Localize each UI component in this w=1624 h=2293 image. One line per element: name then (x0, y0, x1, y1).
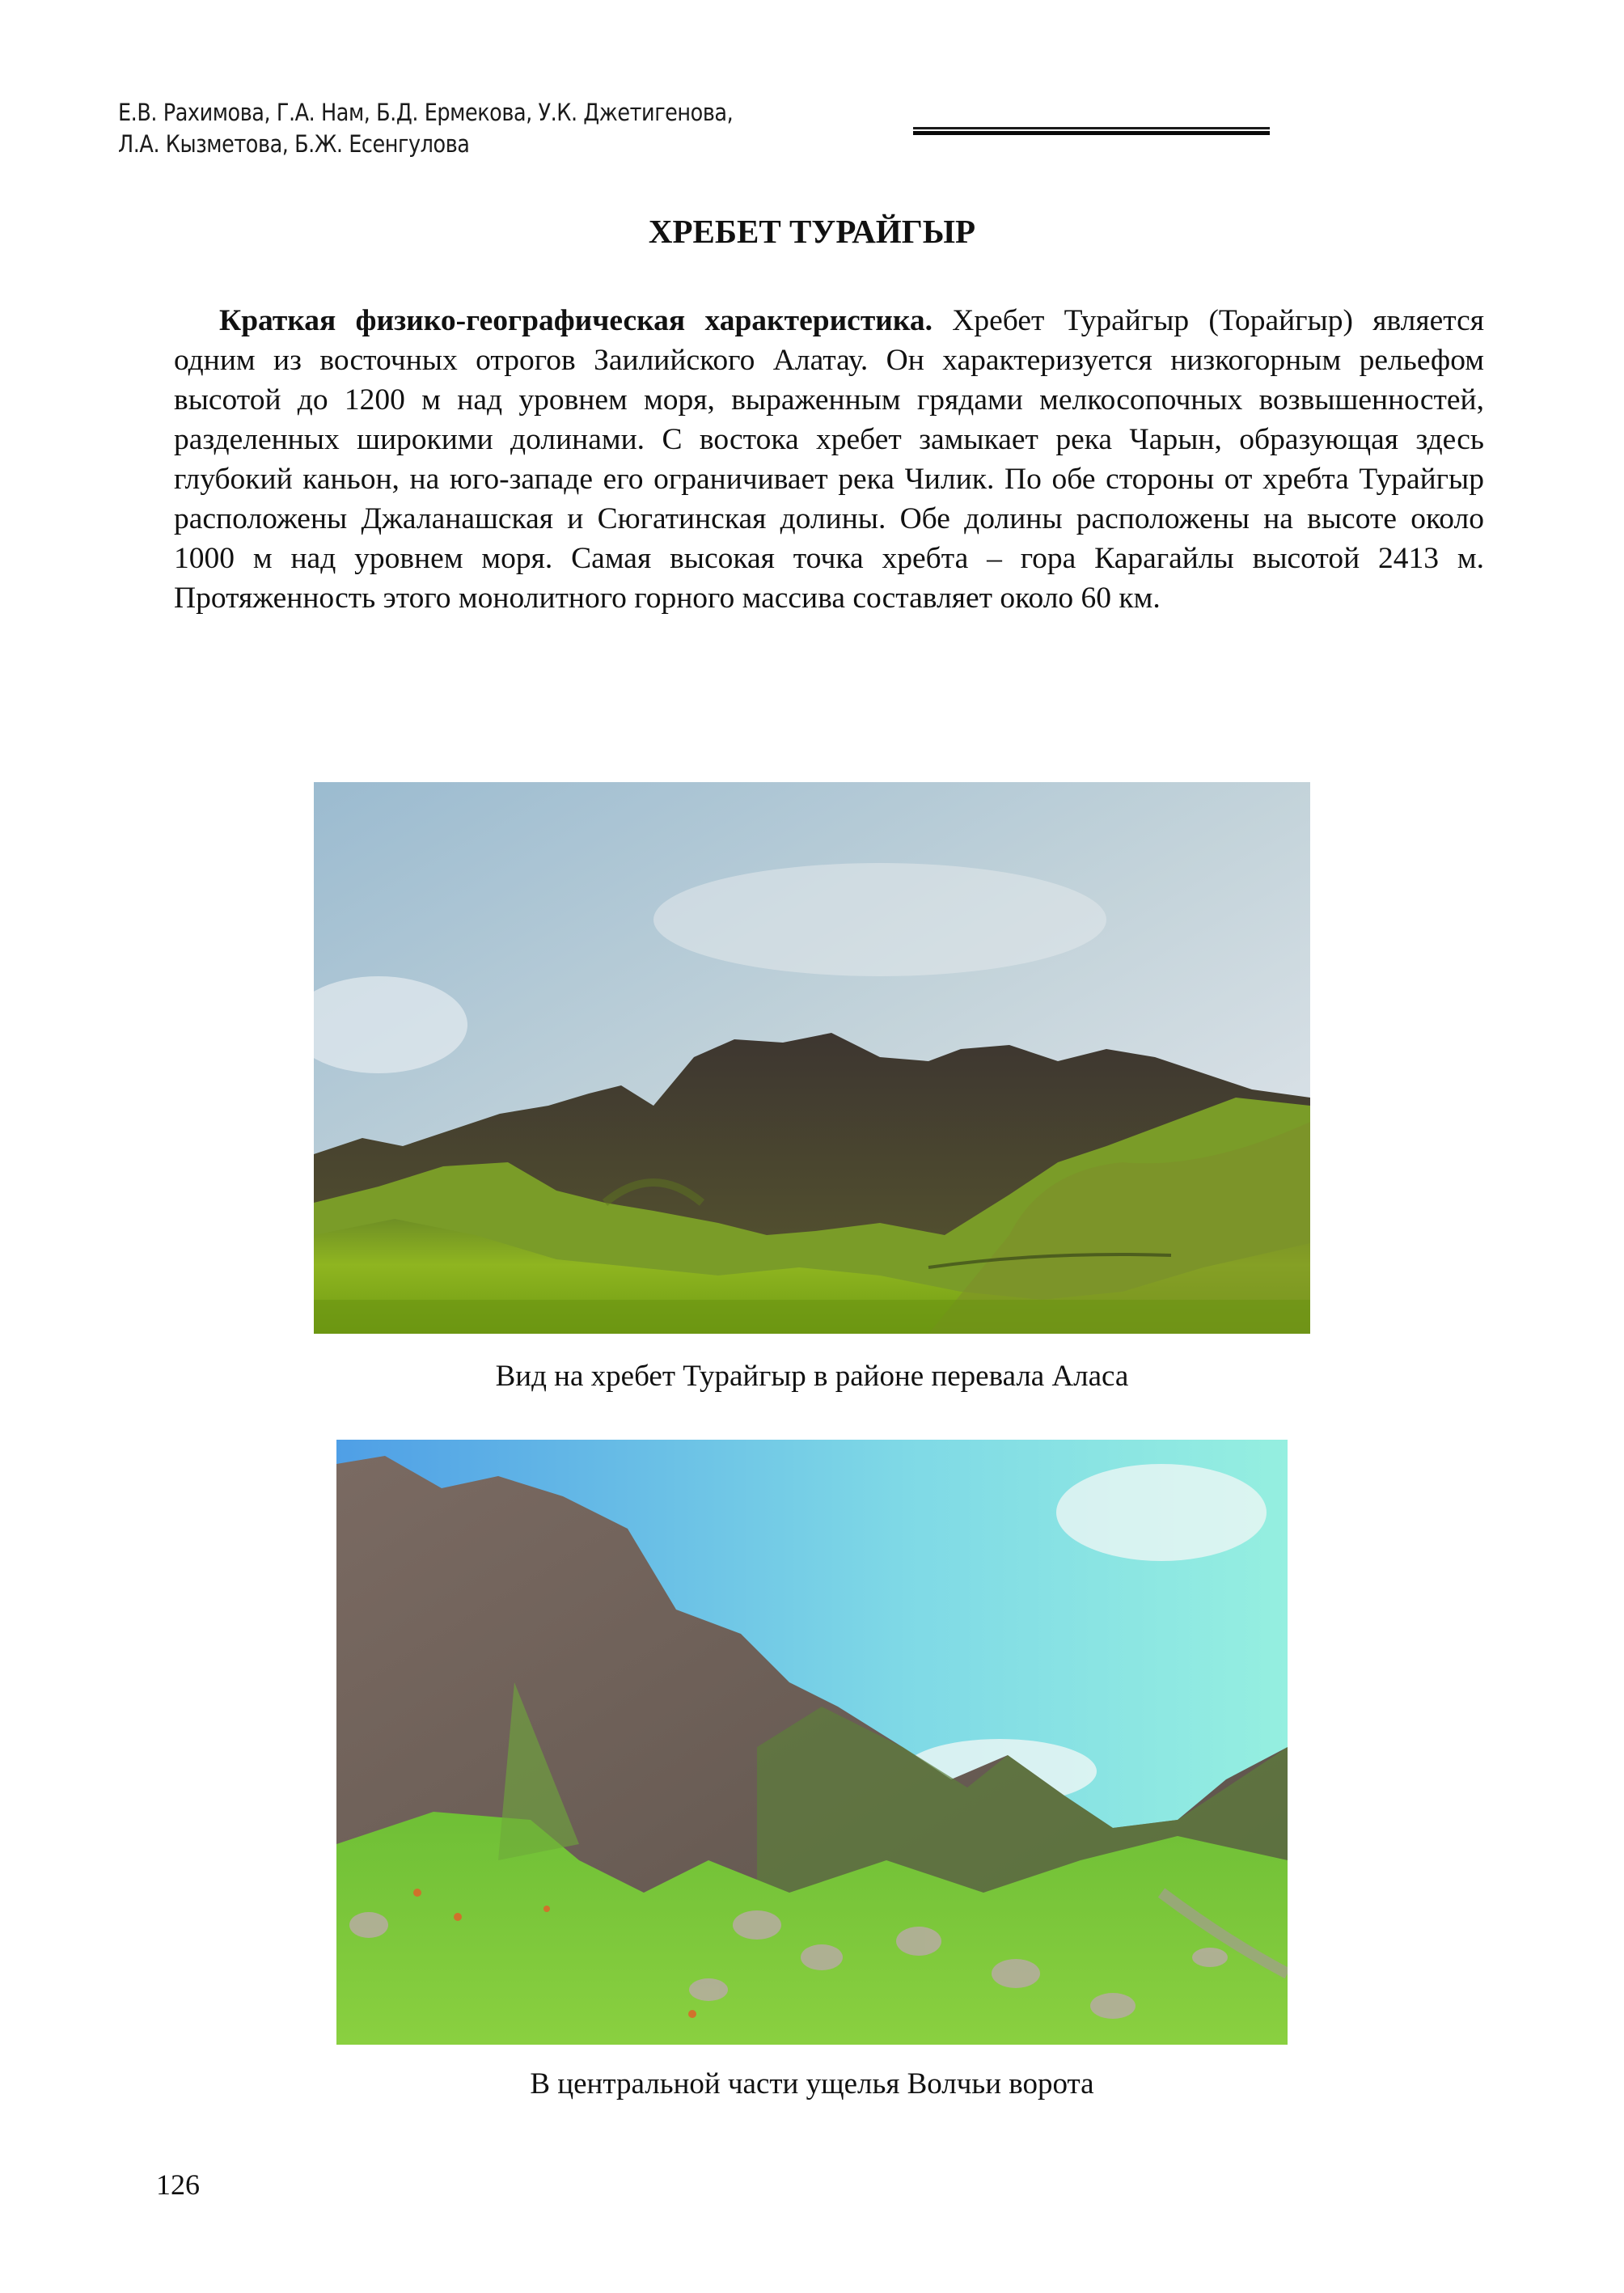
authors-line-1: Е.В. Рахимова, Г.А. Нам, Б.Д. Ермекова, У.К. Джетигенова, (118, 99, 734, 126)
article-title: ХРЕБЕТ ТУРАЙГЫР (648, 213, 976, 250)
authors-line-2: Л.А. Кызметова, Б.Ж. Есенгулова (118, 130, 470, 158)
header-rule-thick (913, 131, 1270, 135)
body-paragraph (174, 301, 1484, 618)
caption-figure-1: Вид на хребет Турайгыр в районе перевала Аласа (495, 1360, 1129, 1393)
running-header-authors (118, 97, 733, 160)
photo-wolf-gate-gorge (336, 1440, 1288, 2045)
lead-heading: Краткая физико-географическая характеристика. (219, 304, 933, 337)
photo-turaigyr-ridge (314, 782, 1310, 1334)
article-body (174, 301, 1484, 618)
page-number: 126 (156, 2168, 200, 2201)
paragraph-text: Хребет Турайгыр (Торайгыр) является одним из восточных отрогов Заилийского Алатау. Он характеризуется низкогорным рельефом высотой до 1200 м над уровнем моря, выраженным грядами мелкосопочных возвышенностей, разделенных широкими долинами. С востока хребет замыкает река Чарын, образующая здесь глубокий каньон, на юго-западе его ограничивает река Чилик. По обе стороны от хребта Турайгыр расположены Джаланашская и Сюгатинская долины. Обе долины расположены на высоте около 1000 м над уровнем моря. Самая высокая точка хребта – гора Карагайлы высотой 2413 м. Протяженность этого монолитного горного массива составляет около 60 км. (174, 304, 1485, 615)
header-rule-thin (913, 127, 1270, 129)
caption-figure-2: В центральной части ущелья Волчьи ворота (530, 2067, 1094, 2101)
